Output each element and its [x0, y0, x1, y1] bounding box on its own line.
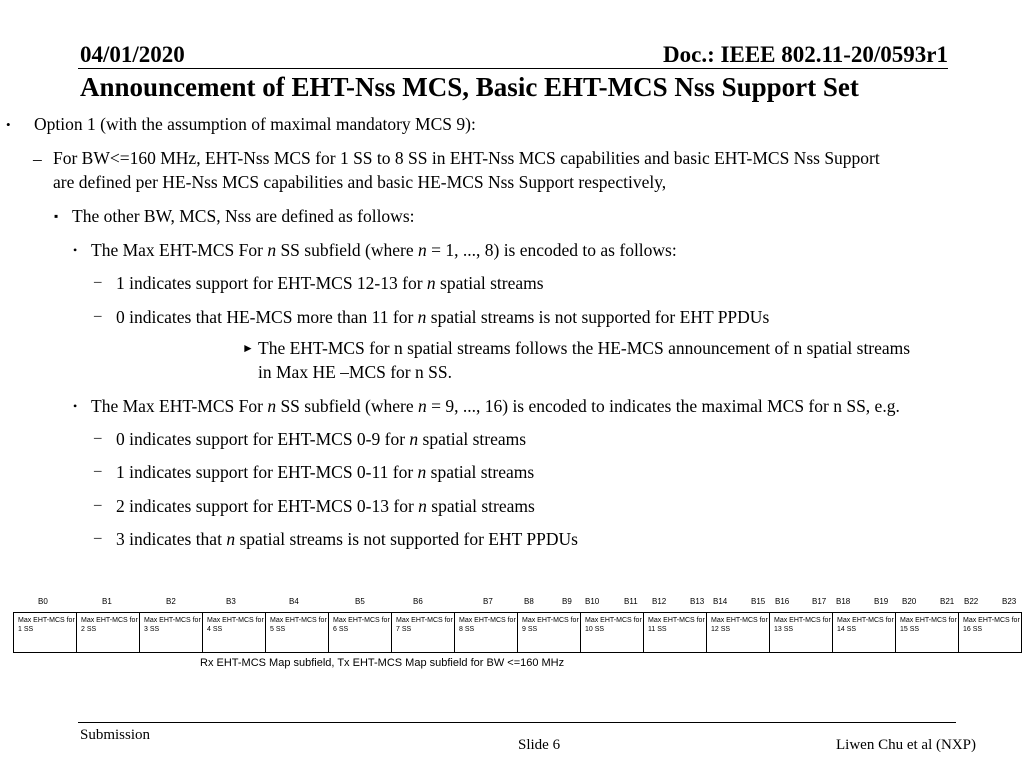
bit-label: B6	[413, 597, 423, 606]
bullet-dash-icon: –	[94, 463, 102, 479]
bit-label: B1	[102, 597, 112, 606]
item-1-line: 1 indicates support for EHT-MCS 12-13 for n spatial streams	[116, 273, 544, 293]
bit-label: B8	[524, 597, 534, 606]
table-cell: Max EHT-MCS for 7 SS	[391, 613, 454, 652]
table-cell: Max EHT-MCS for 10 SS	[580, 613, 643, 652]
table-cell: Max EHT-MCS for 1 SS	[13, 613, 76, 652]
footer-submission: Submission	[80, 727, 151, 743]
bullet-dash-icon: –	[94, 530, 102, 546]
header-divider	[78, 68, 948, 69]
bit-label: B3	[226, 597, 236, 606]
other-bw-line: The other BW, MCS, Nss are defined as follows:	[72, 206, 415, 226]
not-supported-line: 3 indicates that n spatial streams is not supported for EHT PPDUs	[116, 529, 578, 549]
table-caption: Rx EHT-MCS Map subfield, Tx EHT-MCS Map subfield for BW <=160 MHz	[200, 657, 565, 669]
bit-label: B18	[836, 597, 851, 606]
bullet-dot-icon: •	[73, 243, 78, 257]
footer-author: Liwen Chu et al (NXP)	[836, 737, 976, 753]
bit-label: B5	[355, 597, 365, 606]
bit-label: B19	[874, 597, 889, 606]
header-date: 04/01/2020	[80, 42, 185, 67]
bit-label: B20	[902, 597, 917, 606]
bit-label: B21	[940, 597, 955, 606]
bit-label: B16	[775, 597, 790, 606]
header-doc-id: Doc.: IEEE 802.11-20/0593r1	[663, 42, 948, 67]
follows-line-1: The EHT-MCS for n spatial streams follows the HE-MCS announcement of n spatial streams	[258, 338, 911, 358]
bit-label: B7	[483, 597, 493, 606]
bit-label: B0	[38, 597, 48, 606]
bullet-dash-icon: –	[94, 430, 102, 446]
bit-label: B9	[562, 597, 572, 606]
table-cell: Max EHT-MCS for 9 SS	[517, 613, 580, 652]
table-cell: Max EHT-MCS for 4 SS	[202, 613, 265, 652]
bw-line-2: are defined per HE-Nss MCS capabilities and basic HE-MCS Nss Support respectively,	[53, 172, 667, 192]
option-line: Option 1 (with the assumption of maximal mandatory MCS 9):	[34, 114, 476, 134]
eht-mcs-map-table	[13, 612, 1022, 653]
bit-label: B4	[289, 597, 299, 606]
table-cell: Max EHT-MCS for 16 SS	[958, 613, 1022, 652]
table-cell: Max EHT-MCS for 15 SS	[895, 613, 958, 652]
bit-label: B17	[812, 597, 827, 606]
table-cell: Max EHT-MCS for 5 SS	[265, 613, 328, 652]
bit-label: B11	[624, 597, 638, 606]
bit-label: B23	[1002, 597, 1017, 606]
arrow-right-icon: ►	[242, 341, 254, 355]
footer-divider	[78, 722, 956, 723]
bullet-dot-icon: •	[73, 399, 78, 413]
follows-line-2: in Max HE –MCS for n SS.	[258, 362, 452, 382]
table-cell: Max EHT-MCS for 11 SS	[643, 613, 706, 652]
item-0-line: 0 indicates that HE-MCS more than 11 for n spatial streams is not supported for EHT PPDUs	[116, 307, 770, 327]
bullet-dash-icon: –	[94, 308, 102, 324]
bit-label: B12	[652, 597, 667, 606]
bullet-dash-icon: –	[94, 274, 102, 290]
bullet-dash-icon: –	[94, 497, 102, 513]
bullet-square-icon: ▪	[54, 209, 59, 223]
footer-slide-number: Slide 6	[518, 737, 561, 753]
table-cell: Max EHT-MCS for 3 SS	[139, 613, 202, 652]
bw-line-1: For BW<=160 MHz, EHT-Nss MCS for 1 SS to 8 SS in EHT-Nss MCS capabilities and basic EHT-MCS Nss Support	[53, 148, 880, 168]
table-cell: Max EHT-MCS for 12 SS	[706, 613, 769, 652]
bullet-dot-icon: •	[6, 117, 11, 132]
bit-label: B2	[166, 597, 176, 606]
slide-title: Announcement of EHT-Nss MCS, Basic EHT-MCS Nss Support Set	[80, 72, 859, 102]
max-eht-9-16-line: The Max EHT-MCS For n SS subfield (where n = 9, ..., 16) is encoded to indicates the maximal MCS for n SS, e.g.	[91, 396, 900, 416]
bit-label: B14	[713, 597, 728, 606]
mcs-0-13-line: 2 indicates support for EHT-MCS 0-13 for n spatial streams	[116, 496, 535, 516]
mcs-0-9-line: 0 indicates support for EHT-MCS 0-9 for n spatial streams	[116, 429, 527, 449]
bit-label: B22	[964, 597, 979, 606]
mcs-0-11-line: 1 indicates support for EHT-MCS 0-11 for n spatial streams	[116, 462, 535, 482]
bit-label: B15	[751, 597, 766, 606]
table-cell: Max EHT-MCS for 6 SS	[328, 613, 391, 652]
bit-label: B10	[585, 597, 600, 606]
bullet-dash-icon: –	[33, 149, 42, 169]
bit-label: B13	[690, 597, 705, 606]
table-cell: Max EHT-MCS for 2 SS	[76, 613, 139, 652]
table-cell: Max EHT-MCS for 13 SS	[769, 613, 832, 652]
max-eht-1-8-line: The Max EHT-MCS For n SS subfield (where n = 1, ..., 8) is encoded to as follows:	[91, 240, 677, 260]
table-cell: Max EHT-MCS for 14 SS	[832, 613, 895, 652]
table-cell: Max EHT-MCS for 8 SS	[454, 613, 517, 652]
